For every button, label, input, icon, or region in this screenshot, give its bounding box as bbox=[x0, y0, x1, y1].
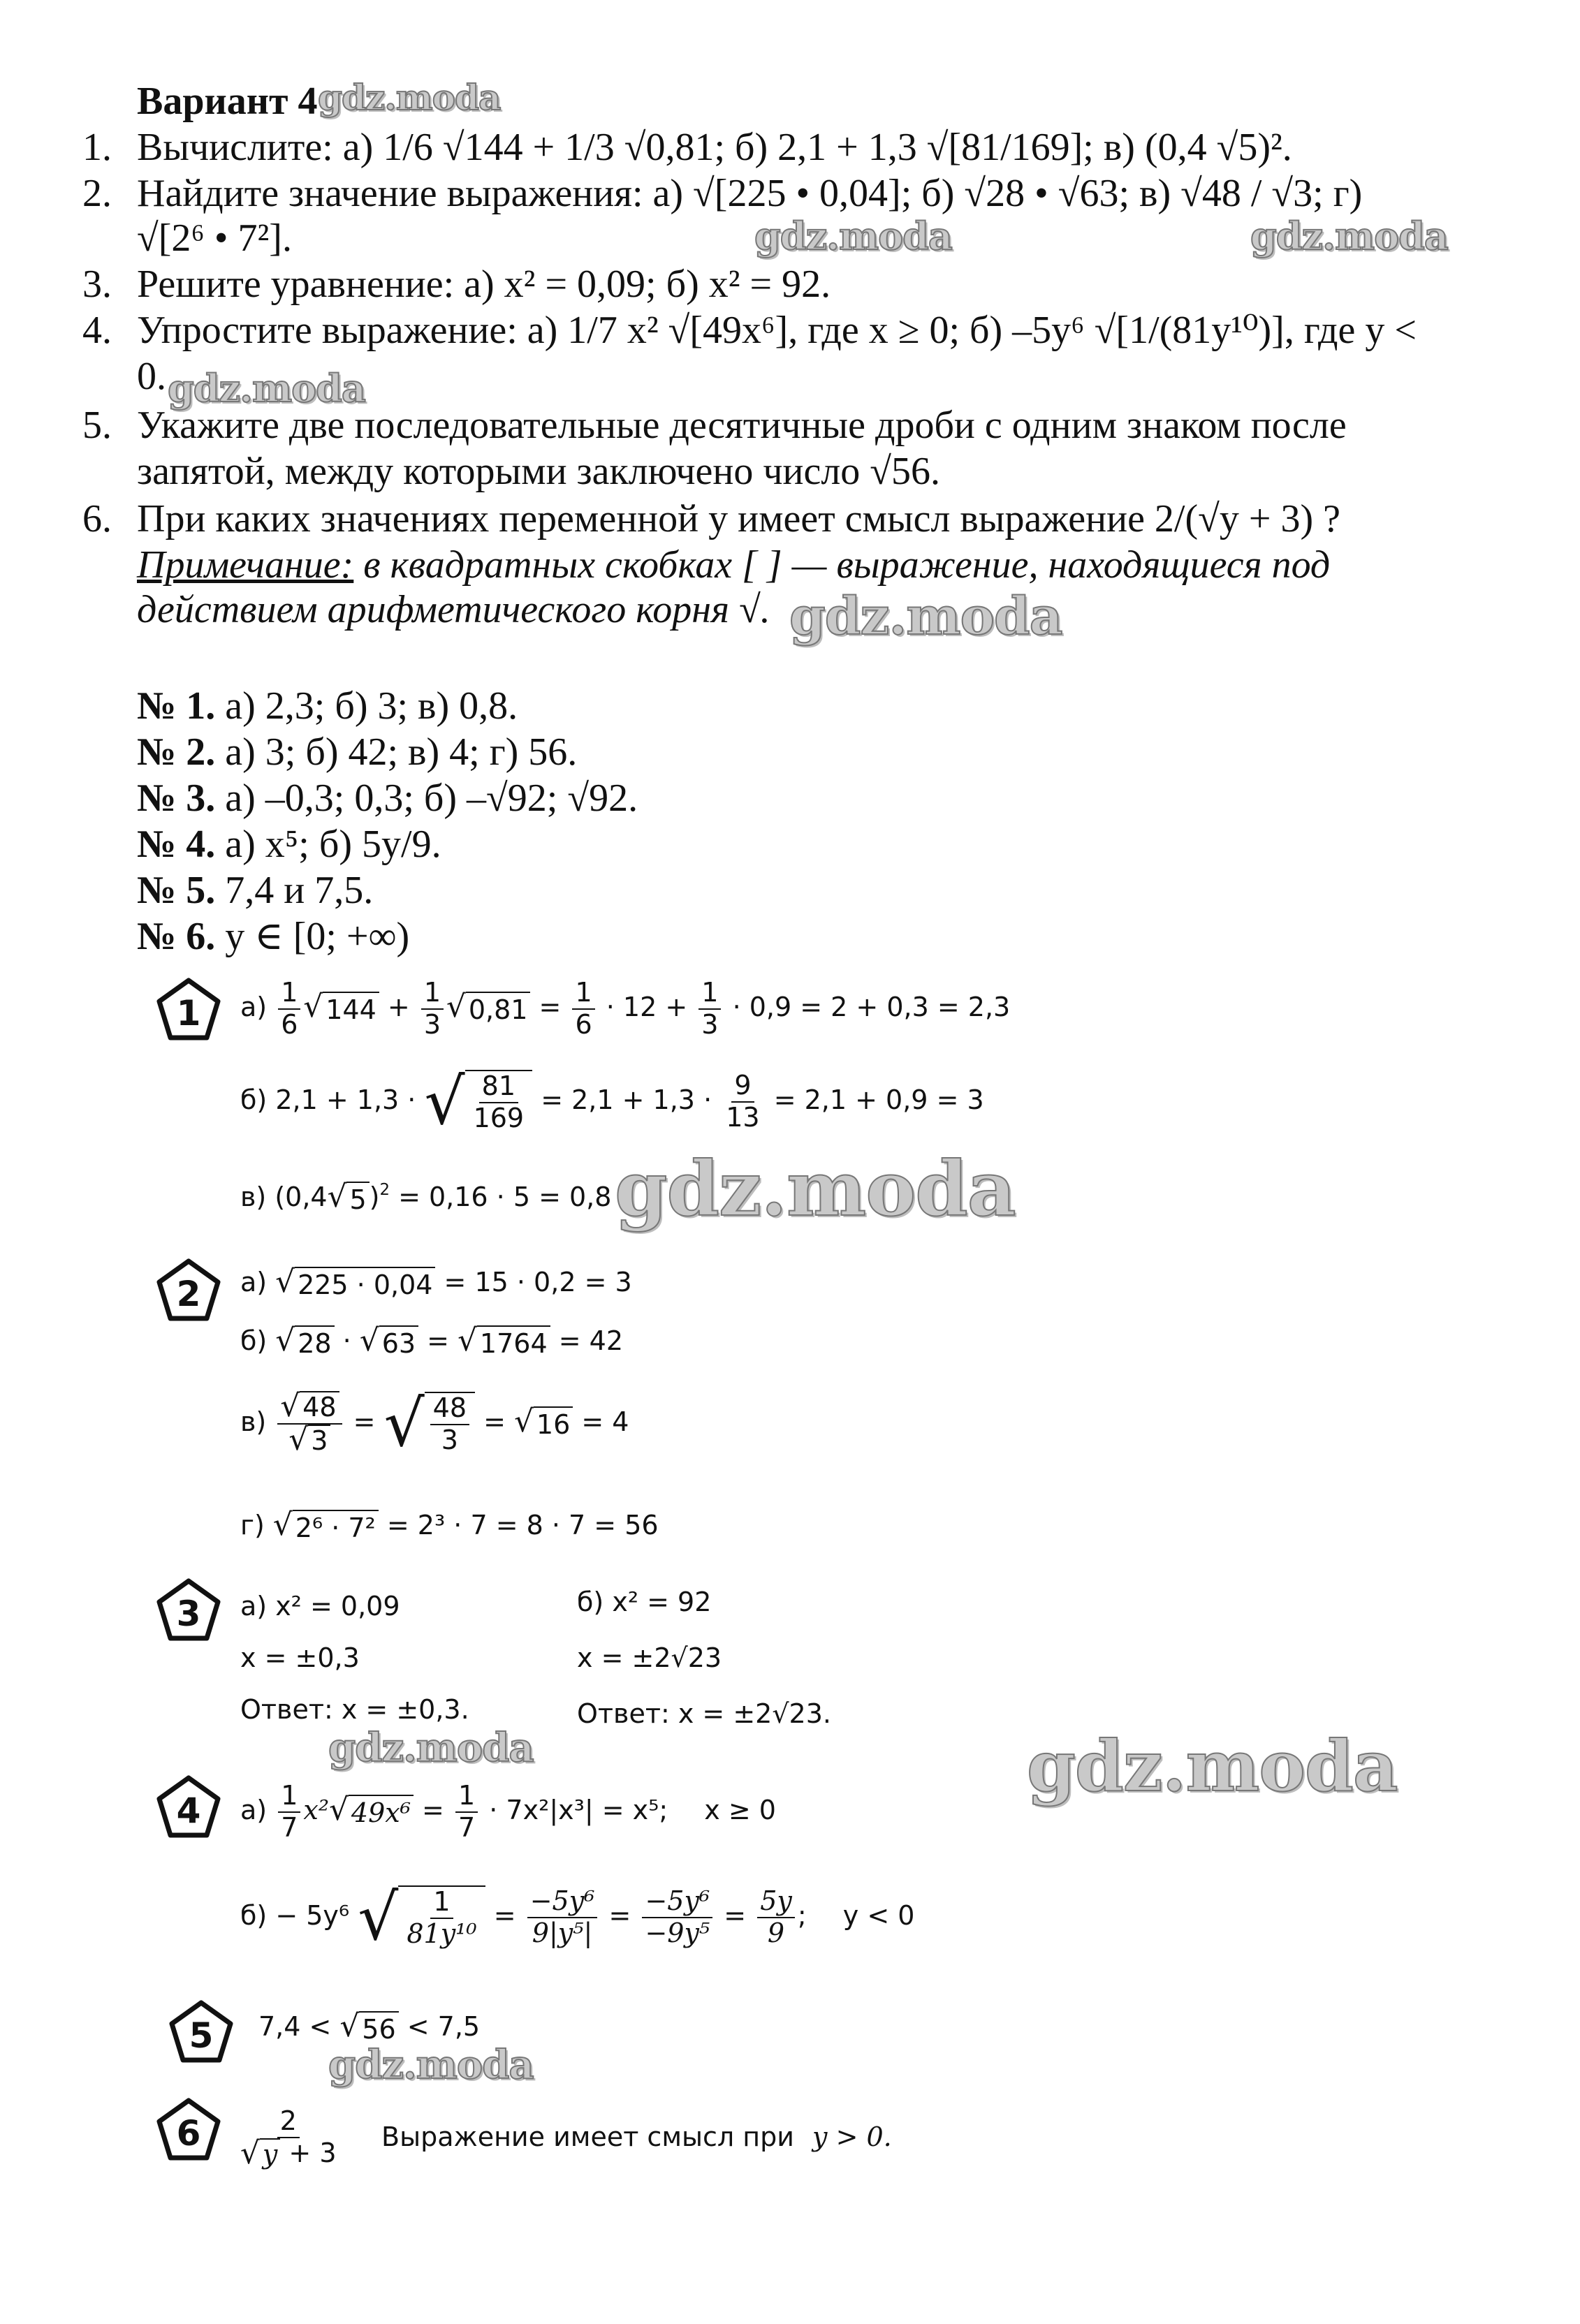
task-text: Решите уравнение: а) x² = 0,09; б) x² = 92. bbox=[137, 263, 831, 306]
solution-3a-answer: Ответ: x = ±0,3. bbox=[240, 1694, 469, 1725]
task-text-continued: запятой, между которыми заключено число √56. bbox=[137, 450, 941, 493]
badge-2-icon bbox=[155, 1257, 222, 1324]
note-continued: действием арифметического корня √. bbox=[137, 588, 770, 631]
watermark: gdz.moda bbox=[1250, 214, 1448, 258]
answer-number: № 4. bbox=[137, 823, 216, 866]
solution-6-text: Выражение имеет смысл при y > 0. bbox=[381, 2121, 892, 2152]
watermark: gdz.moda bbox=[168, 366, 365, 411]
badge-5-icon bbox=[168, 1999, 235, 2066]
solution-2b: б) √ 28 · √ 63 = √ 1764 = 42 bbox=[240, 1322, 624, 1359]
svg-text:2: 2 bbox=[176, 1274, 201, 1314]
task-number: 4. bbox=[82, 309, 112, 352]
solution-4a: а) $\frac{1}{7}$ x² √ 49x⁶ = $\frac{1}{7}$ · 7x²|x³| = x⁵; x ≥ 0 bbox=[240, 1780, 776, 1843]
solution-2c: в) $\frac{√ 48}{√ 3}$ = √ $\frac{48}{3}$ = √ 16 = 4 bbox=[240, 1386, 629, 1461]
badge-4-icon bbox=[155, 1774, 222, 1841]
answer-text: а) –0,3; 0,3; б) –√92; √92. bbox=[225, 777, 638, 820]
answer-text: 7,4 и 7,5. bbox=[225, 869, 374, 912]
answer-text: y ∈ [0; +∞) bbox=[225, 915, 410, 958]
solution-1a: а) $\frac{1}{6}$ √ 144 + $\frac{1}{3}$ √ 0,81 = $\frac{1}{6}$ · 12 + $\frac{1}{3}$ · 0,9 = 2 + 0,3 = 2,3 bbox=[240, 977, 1011, 1040]
note bbox=[137, 542, 1330, 588]
answer-line bbox=[137, 683, 518, 729]
badge-1-icon bbox=[155, 976, 222, 1043]
solution-3a-root: x = ±0,3 bbox=[240, 1642, 360, 1673]
note-text: в квадратных скобках [ ] — выражение, находящиеся под bbox=[353, 543, 1331, 587]
answer-text: а) 2,3; б) 3; в) 0,8. bbox=[225, 684, 518, 728]
badge-6-icon bbox=[155, 2096, 222, 2163]
solution-3b-answer: Ответ: x = ±2√23. bbox=[577, 1698, 831, 1729]
solution-3b-root: x = ±2√23 bbox=[577, 1642, 722, 1673]
answer-line bbox=[137, 867, 373, 913]
answer-number: № 2. bbox=[137, 730, 216, 774]
task-text: Вычислите: а) 1/6 √144 + 1/3 √0,81; б) 2,1 + 1,3 √[81/169]; в) (0,4 √5)². bbox=[137, 126, 1292, 169]
answer-number: № 5. bbox=[137, 869, 216, 912]
answer-line bbox=[137, 821, 441, 867]
task-text: При каких значениях переменной y имеет смысл выражение 2/(√y + 3) ? bbox=[137, 497, 1340, 540]
solution-6-expression: 2 √ y + 3 bbox=[240, 2105, 337, 2172]
solution-2d: г) √ 2⁶ · 7² = 2³ · 7 = 8 · 7 = 56 bbox=[240, 1506, 659, 1543]
svg-text:4: 4 bbox=[176, 1790, 201, 1831]
task-number: 3. bbox=[82, 263, 112, 306]
answer-line bbox=[137, 913, 409, 959]
watermark: gdz.moda bbox=[318, 77, 501, 118]
solution-3a-eq: а) x² = 0,09 bbox=[240, 1591, 400, 1621]
task-number: 1. bbox=[82, 126, 112, 169]
answer-line bbox=[137, 729, 577, 775]
watermark: gdz.moda bbox=[328, 2042, 534, 2088]
solution-1c: в) (0,4 √ 5 )$^2$ = 0,16 · 5 = 0,8 bbox=[240, 1178, 612, 1215]
watermark: gdz.moda bbox=[328, 1725, 534, 1771]
answer-text: а) x⁵; б) 5y/9. bbox=[225, 823, 441, 866]
answer-number: № 6. bbox=[137, 915, 216, 958]
badge-number: 1 bbox=[176, 993, 201, 1034]
badge-3-icon bbox=[155, 1577, 222, 1644]
task-number: 6. bbox=[82, 497, 112, 540]
watermark: gdz.moda bbox=[754, 214, 952, 258]
note-label: Примечание: bbox=[137, 543, 354, 587]
solution-5: 7,4 < √ 56 < 7,5 bbox=[258, 2008, 481, 2045]
svg-text:6: 6 bbox=[176, 2113, 201, 2154]
task-text: Найдите значение выражения: а) √[225 • 0,04]; б) √28 • √63; в) √48 / √3; г) bbox=[137, 172, 1363, 215]
svg-text:3: 3 bbox=[176, 1594, 201, 1634]
answer-line bbox=[137, 775, 638, 821]
solution-4b: б) − 5y⁶ √ $\frac{1}{\text{81y¹⁰}}$ = $\frac{\text{−5y⁶}}{\text{9|y⁵|}}$ = $\frac{\text{−5y⁶}}{\text{−9y⁵}}$ = $\frac{5y}{9}$ ; y < 0 bbox=[240, 1880, 915, 1955]
task-number: 5. bbox=[82, 404, 112, 447]
answer-text: а) 3; б) 42; в) 4; г) 56. bbox=[225, 730, 578, 774]
task-text-continued: 0. bbox=[137, 355, 166, 398]
watermark: gdz.moda bbox=[1027, 1725, 1398, 1807]
task-text-continued: √[2⁶ • 7²]. bbox=[137, 216, 292, 260]
watermark: gdz.moda bbox=[789, 587, 1062, 647]
solution-1b: б) 2,1 + 1,3 · √ $\frac{81}{169}$ = 2,1 + 1,3 · $\frac{9}{13}$ = 2,1 + 0,9 = 3 bbox=[240, 1064, 984, 1139]
page-title: Вариант 4 bbox=[137, 80, 318, 123]
solution-2a: а) √ 225 · 0,04 = 15 · 0,2 = 3 bbox=[240, 1263, 632, 1300]
answer-number: № 3. bbox=[137, 777, 216, 820]
task-text: Упростите выражение: а) 1/7 x² √[49x⁶], где x ≥ 0; б) –5y⁶ √[1/(81y¹⁰)], где y < bbox=[137, 309, 1417, 352]
watermark: gdz.moda bbox=[615, 1145, 1016, 1233]
solution-3b-eq: б) x² = 92 bbox=[577, 1587, 712, 1617]
svg-text:5: 5 bbox=[189, 2015, 214, 2056]
task-text: Укажите две последовательные десятичные дроби с одним знаком после bbox=[137, 404, 1347, 447]
task-number: 2. bbox=[82, 172, 112, 215]
answer-number: № 1. bbox=[137, 684, 216, 728]
